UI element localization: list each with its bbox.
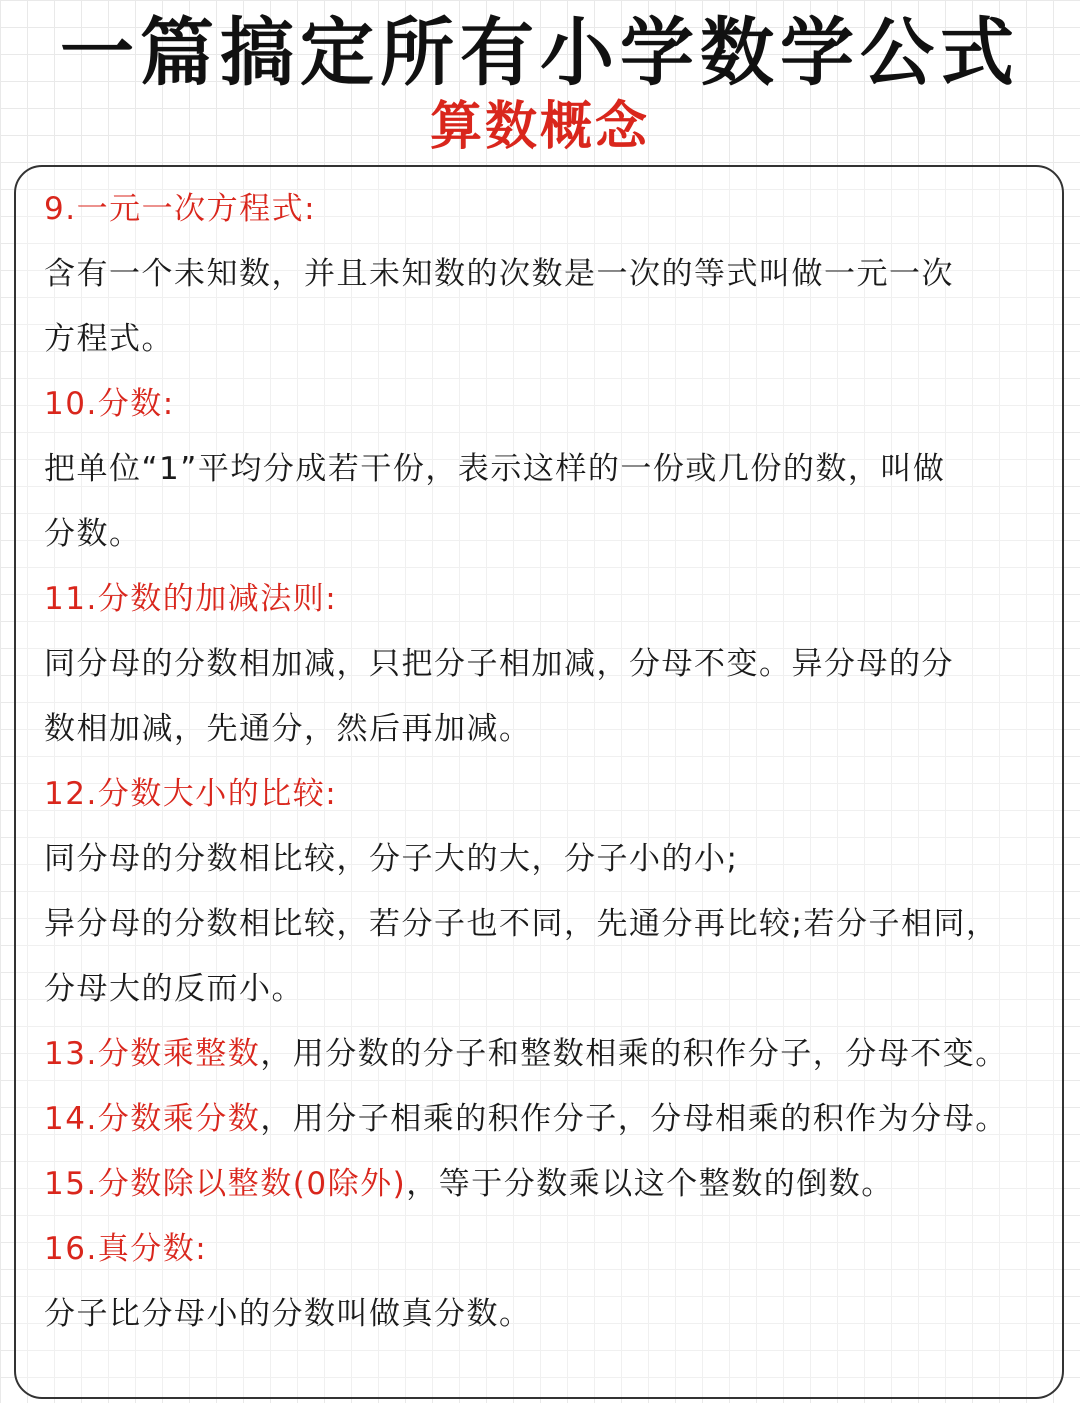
- section-body-16-line1: 分子比分母小的分数叫做真分数。: [44, 1296, 532, 1332]
- section-heading-12: 12.分数大小的比较:: [44, 776, 338, 812]
- section-heading-9: 9.一元一次方程式:: [44, 191, 317, 227]
- section-body-10-line1: 把单位“1”平均分成若干份，表示这样的一份或几份的数，叫做: [44, 451, 946, 487]
- section-body-11-line2: 数相加减，先通分，然后再加减。: [44, 711, 532, 747]
- content-card: [14, 165, 1064, 1399]
- section-heading-10: 10.分数:: [44, 386, 175, 422]
- section-body-12-line2: 异分母的分数相比较，若分子也不同，先通分再比较;若分子相同，: [44, 906, 999, 942]
- section-heading-15: 15.分数除以整数(0除外): [44, 1166, 407, 1202]
- section-15: [44, 1152, 1062, 1217]
- section-body-12-line1: 同分母的分数相比较，分子大的大，分子小的小;: [44, 841, 739, 877]
- section-body-9-line1: 含有一个未知数，并且未知数的次数是一次的等式叫做一元一次: [44, 256, 954, 292]
- page-title: 一篇搞定所有小学数学公式: [60, 10, 1020, 96]
- section-body-13: ，用分数的分子和整数相乘的积作分子，分母不变。: [260, 1036, 1008, 1072]
- section-heading-11: 11.分数的加减法则:: [44, 581, 338, 617]
- section-body-12-line3: 分母大的反而小。: [44, 971, 304, 1007]
- section-body-11-line1: 同分母的分数相加减，只把分子相加减，分母不变。异分母的分: [44, 646, 954, 682]
- section-body-14: ，用分子相乘的积作分子，分母相乘的积作为分母。: [260, 1101, 1008, 1137]
- section-body-15: ，等于分数乘以这个整数的倒数。: [406, 1166, 894, 1202]
- section-13: [44, 1022, 1062, 1087]
- section-heading-13: 13.分数乘整数: [44, 1036, 261, 1072]
- page-subtitle: 算数概念: [429, 97, 650, 157]
- section-body-10-line2: 分数。: [44, 516, 142, 552]
- section-14: [44, 1087, 1062, 1152]
- section-body-9-line2: 方程式。: [44, 321, 174, 357]
- section-heading-14: 14.分数乘分数: [44, 1101, 261, 1137]
- section-heading-16: 16.真分数:: [44, 1231, 208, 1267]
